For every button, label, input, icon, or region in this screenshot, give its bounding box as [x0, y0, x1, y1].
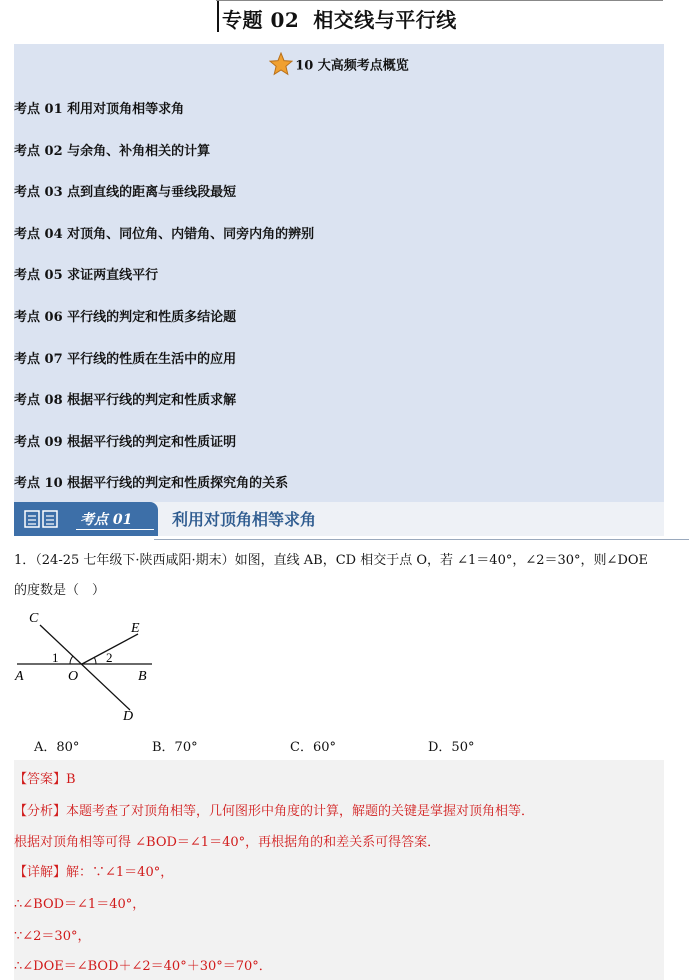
answer-line	[14, 768, 76, 787]
answer-tag: 【答案】	[14, 772, 67, 787]
section-tab-label: 考点 01	[80, 512, 133, 528]
page-title	[222, 4, 457, 33]
option-d[interactable]: D．50°	[428, 740, 475, 755]
analysis-tag: 【分析】	[14, 804, 67, 819]
topic-item: 考点 04 对顶角、同位角、内错角、同旁内角的辨别	[14, 227, 315, 242]
question-stem-cont: 的度数是（ ）	[14, 583, 106, 598]
section-tab	[14, 502, 158, 536]
overview-heading	[14, 52, 664, 78]
figure-label-angle-1: 1	[52, 650, 59, 665]
question-stem: 1．（24-25 七年级下·陕西咸阳·期末）如图，直线 AB，CD 相交于点 O，若 ∠1＝40°，∠2＝30°，则∠DOE	[14, 553, 649, 568]
overview-heading-text: 10 大高频考点概览	[295, 58, 409, 74]
figure-label-e: E	[131, 621, 140, 636]
figure-label-angle-2: 2	[106, 650, 113, 665]
topic-item: 考点 10 根据平行线的判定和性质探究角的关系	[14, 476, 289, 491]
figure-label-b: B	[138, 669, 147, 684]
detail-tag: 【详解】	[14, 865, 67, 880]
detail-step: ∴∠DOE＝∠BOD＋∠2＝40°＋30°＝70°．	[14, 959, 272, 974]
detail-step: 解：∵∠1＝40°，	[66, 865, 174, 880]
reasoning-line: 根据对顶角相等可得 ∠BOD＝∠1＝40°，再根据角的和差关系可得答案．	[14, 835, 441, 850]
topic-item: 考点 01 利用对顶角相等求角	[14, 102, 185, 117]
detail-step: ∴∠BOD＝∠1＝40°，	[14, 897, 146, 912]
star-icon	[269, 52, 293, 76]
analysis-text: 本题考查了对顶角相等，几何图形中角度的计算，解题的关键是掌握对顶角相等．	[66, 804, 535, 819]
topic-item: 考点 02 与余角、补角相关的计算	[14, 144, 211, 159]
topic-item: 考点 09 根据平行线的判定和性质证明	[14, 435, 237, 450]
topic-item: 考点 05 求证两直线平行	[14, 268, 159, 283]
figure-label-a: A	[15, 669, 24, 684]
topic-item: 考点 03 点到直线的距离与垂线段最短	[14, 185, 237, 200]
header-rule	[216, 0, 663, 1]
analysis-line	[14, 800, 534, 819]
detail-line	[14, 861, 173, 880]
figure-label-d: D	[123, 709, 134, 724]
answer-value: B	[66, 772, 76, 787]
title-text: 相交线与平行线	[313, 8, 457, 32]
option-a[interactable]: A．80°	[34, 740, 80, 755]
figure-label-o: O	[68, 669, 79, 684]
topic-item: 考点 07 平行线的性质在生活中的应用	[14, 352, 237, 367]
topic-item: 考点 08 根据平行线的判定和性质求解	[14, 393, 237, 408]
topics-overview	[14, 44, 664, 502]
topic-item: 考点 06 平行线的判定和性质多结论题	[14, 310, 237, 325]
section-tab-underline	[76, 529, 154, 530]
title-prefix: 专题 02	[222, 8, 300, 32]
option-b[interactable]: B．70°	[152, 740, 198, 755]
book-icon	[24, 510, 58, 528]
option-c[interactable]: C．60°	[290, 740, 336, 755]
detail-step: ∵∠2＝30°，	[14, 929, 91, 944]
figure-label-c: C	[29, 611, 39, 626]
section-rule	[154, 539, 689, 540]
section-title: 利用对顶角相等求角	[172, 510, 317, 529]
section-header	[14, 502, 664, 536]
title-marker	[217, 1, 219, 32]
geometry-figure	[12, 608, 172, 728]
